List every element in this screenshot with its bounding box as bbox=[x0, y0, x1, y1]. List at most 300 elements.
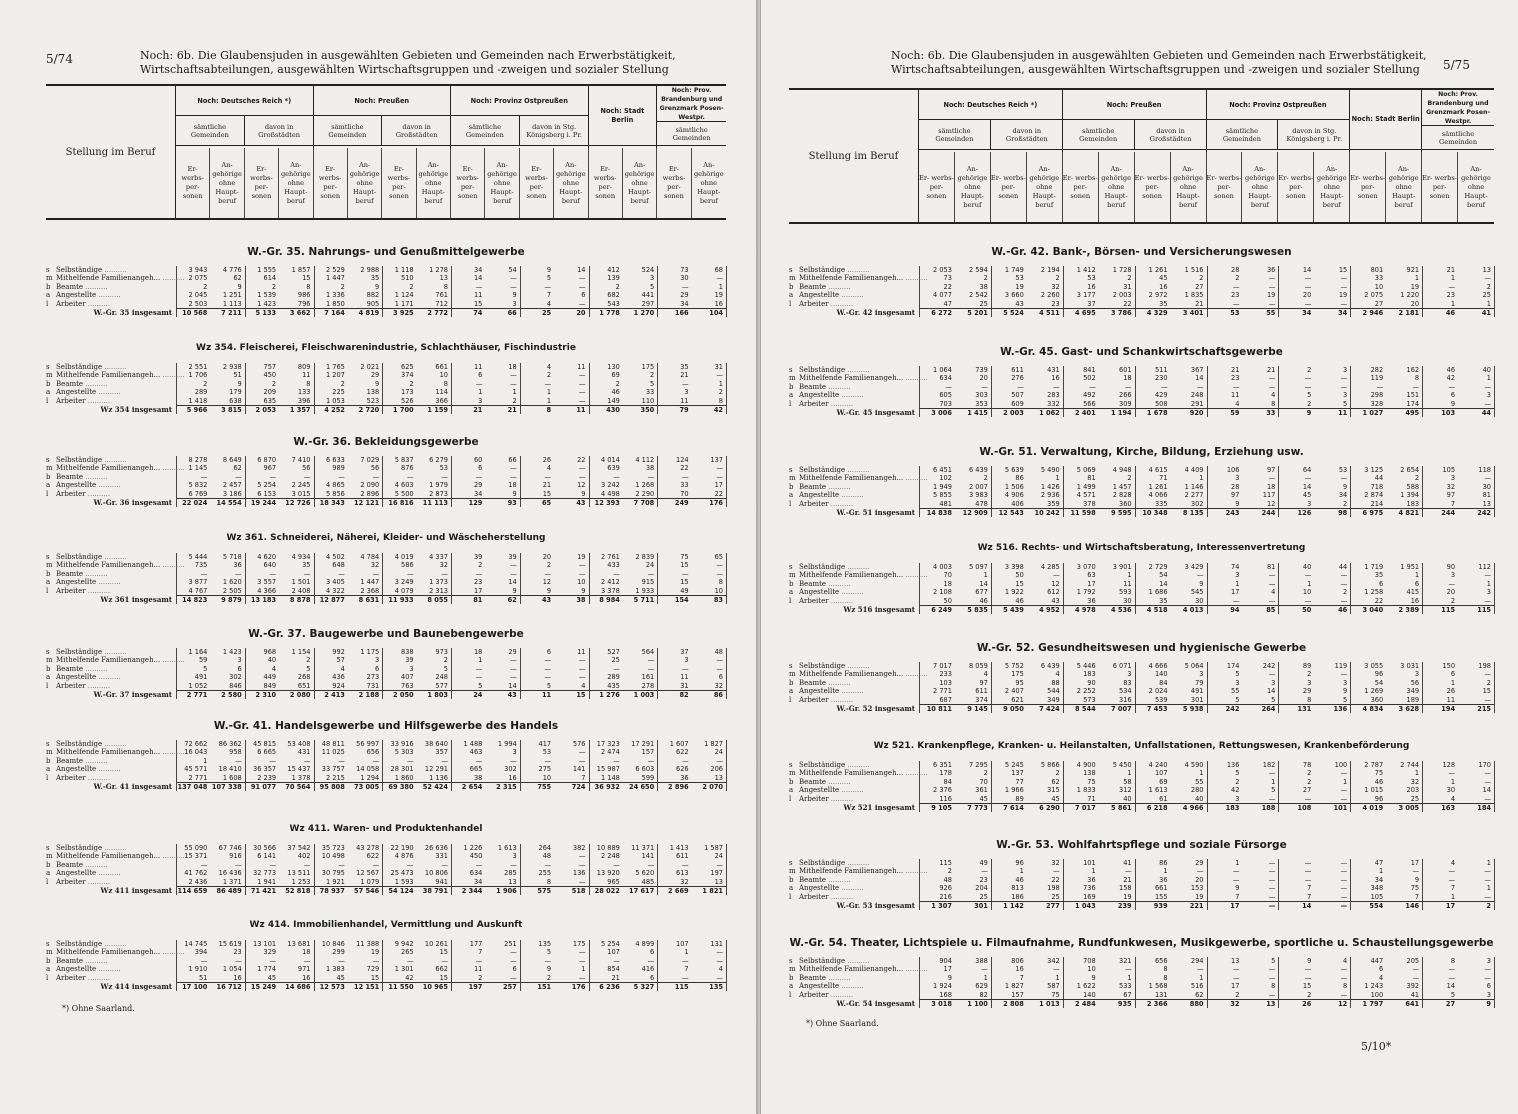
table-cell: 89 bbox=[1302, 662, 1312, 670]
row-text: Beamte bbox=[799, 875, 827, 884]
table-cell: 1 749 bbox=[1004, 266, 1024, 274]
table-cell: 342 bbox=[1047, 957, 1060, 965]
table-cell: 289 bbox=[194, 388, 208, 397]
table-cell: — bbox=[1017, 382, 1024, 391]
table-cell: 7 bbox=[478, 948, 483, 957]
table-cell: 841 bbox=[1083, 366, 1096, 374]
table-cell: 6 236 bbox=[599, 983, 620, 991]
table-cell: 924 bbox=[332, 681, 345, 690]
table-cell: 33 bbox=[1266, 409, 1276, 417]
table-cell: — bbox=[1484, 571, 1491, 580]
table-cell: 2 003 bbox=[1112, 291, 1132, 300]
table-cell: 1 bbox=[1235, 859, 1240, 867]
table-cell: 67 bbox=[1123, 990, 1132, 999]
table-cell: — bbox=[407, 860, 414, 869]
table-cell: 17 bbox=[714, 481, 723, 490]
table-cell: 110 bbox=[641, 396, 655, 405]
row-label bbox=[789, 786, 919, 794]
table-cell: — bbox=[682, 860, 689, 869]
table-cell: — bbox=[682, 379, 689, 388]
table-cell: 1 613 bbox=[1148, 786, 1168, 795]
row-letter: a bbox=[46, 481, 51, 490]
table-cell: — bbox=[1484, 794, 1491, 803]
table-cell: 140 bbox=[1083, 990, 1096, 999]
table-cell: 5 133 bbox=[255, 309, 277, 317]
table-cell: 23 bbox=[1446, 291, 1456, 300]
table-cell: 23 bbox=[1051, 299, 1060, 308]
table-cell: 10 242 bbox=[1034, 509, 1060, 517]
table-cell: 10 498 bbox=[321, 852, 345, 861]
table-cell: 1 bbox=[1450, 678, 1456, 687]
table-cell: 1 bbox=[1450, 274, 1456, 283]
table-cell: — bbox=[475, 379, 483, 388]
table-cell: — bbox=[441, 756, 448, 765]
row-letter: b bbox=[789, 382, 794, 391]
table-cell: 9 bbox=[1306, 409, 1312, 417]
row-label bbox=[789, 769, 928, 778]
table-cell: 1 383 bbox=[325, 965, 345, 974]
total-label: W.-Gr. 37 insgesamt bbox=[93, 690, 172, 699]
table-cell: 21 bbox=[1446, 266, 1456, 274]
table-cell: 763 bbox=[401, 681, 414, 690]
row-letter: b bbox=[46, 379, 51, 388]
table-cell: 9 145 bbox=[967, 705, 988, 713]
table-cell: 3 398 bbox=[1004, 563, 1024, 571]
leader-dots: .......... bbox=[102, 844, 127, 852]
table-cell: 4 240 bbox=[1148, 761, 1168, 769]
table-cell: — bbox=[407, 472, 414, 481]
table-cell: 25 bbox=[979, 299, 988, 308]
table-cell: — bbox=[1484, 867, 1491, 876]
table-cell: 70 bbox=[943, 571, 952, 580]
row-label bbox=[46, 561, 185, 570]
table-cell: 19 bbox=[1195, 892, 1204, 901]
table-row bbox=[789, 761, 1494, 769]
table-cell: 1 488 bbox=[463, 740, 483, 748]
table-row bbox=[46, 774, 726, 782]
table-cell: 18 bbox=[302, 948, 311, 957]
table-row bbox=[789, 670, 1494, 678]
table-cell: 5 245 bbox=[1004, 761, 1024, 769]
table-row bbox=[46, 869, 726, 877]
table-cell: 573 bbox=[1083, 695, 1096, 704]
table-cell: 82 bbox=[979, 990, 988, 999]
table-cell: 4 bbox=[1271, 391, 1276, 400]
table-cell: 60 bbox=[473, 456, 483, 464]
table-cell: 12 393 bbox=[594, 499, 620, 507]
leader-dots: .......... bbox=[828, 695, 854, 704]
table-cell: 33 916 bbox=[390, 740, 414, 748]
table-cell: 1 447 bbox=[360, 578, 380, 587]
table-cell: 35 bbox=[1374, 571, 1384, 580]
table-cell: 544 bbox=[1047, 687, 1060, 696]
table-cell: 63 bbox=[1087, 571, 1096, 580]
table-cell: 543 bbox=[607, 299, 620, 308]
table-cell: 1 027 bbox=[1362, 409, 1384, 417]
table-cell: — bbox=[1484, 875, 1491, 884]
table-cell: — bbox=[578, 756, 586, 765]
table-cell: — bbox=[510, 948, 517, 957]
table-cell: 141 bbox=[641, 852, 655, 861]
leader-dots: .......... bbox=[826, 875, 851, 884]
col-dependents: An- gehörige ohne Haupt- beruf bbox=[1386, 152, 1422, 222]
table-cell: — bbox=[578, 472, 586, 481]
page-title: Noch: 6b. Die Glaubensjuden in ausgewählten Gebieten und Gemeinden nach Erwerbstätigkeit, Wirtschaftsabteilungen, ausgewählten Wirtschaftsgruppen und -zweigen und sozialer Stellung bbox=[891, 49, 1427, 76]
row-text: Beamte bbox=[56, 282, 84, 291]
table-cell: 242 bbox=[1262, 662, 1276, 670]
table-cell: 22 bbox=[1123, 299, 1132, 308]
table-cell: 2 873 bbox=[429, 489, 448, 498]
leader-dots: .......... bbox=[102, 266, 127, 274]
table-cell: 45 815 bbox=[253, 740, 277, 748]
table-cell: 2 bbox=[1235, 777, 1240, 786]
table-cell: — bbox=[544, 379, 552, 388]
row-letter: m bbox=[46, 948, 53, 957]
table-cell: 4 066 bbox=[1148, 491, 1168, 500]
row-label bbox=[46, 397, 176, 405]
table-cell: 27 bbox=[1374, 299, 1384, 308]
table-cell: 1 bbox=[478, 656, 483, 665]
table-cell: 1 003 bbox=[633, 691, 655, 699]
table-cell: — bbox=[1412, 867, 1420, 876]
table-cell: 809 bbox=[297, 363, 311, 371]
row-label bbox=[789, 588, 919, 596]
row-letter: s bbox=[46, 266, 50, 274]
table-cell: 3 901 bbox=[1112, 563, 1132, 571]
table-cell: — bbox=[1053, 382, 1060, 391]
table-cell: 52 424 bbox=[422, 783, 448, 791]
table-cell: 90 bbox=[1087, 678, 1096, 687]
table-cell: 9 bbox=[1486, 1000, 1491, 1008]
table-cell: 9 bbox=[375, 282, 380, 291]
table-cell: — bbox=[613, 569, 620, 578]
table-cell: 100 bbox=[1370, 990, 1384, 999]
row-letter: l bbox=[789, 990, 792, 999]
table-cell: 12 909 bbox=[962, 509, 988, 517]
leader-dots: .......... bbox=[828, 990, 854, 999]
table-cell: 131 bbox=[710, 940, 723, 948]
table-cell: 2 108 bbox=[933, 588, 952, 597]
table-cell: 86 bbox=[1159, 859, 1168, 867]
table-cell: 73 bbox=[943, 274, 952, 283]
table-cell: 1 622 bbox=[1076, 982, 1096, 991]
table-cell: 14 bbox=[1482, 786, 1491, 795]
table-cell: 2 474 bbox=[600, 748, 620, 757]
table-cell: 13 bbox=[1482, 266, 1491, 274]
table-cell: 1 418 bbox=[188, 396, 208, 405]
table-cell: 478 bbox=[975, 499, 988, 508]
table-cell: — bbox=[1268, 973, 1276, 982]
table-cell: — bbox=[544, 656, 552, 665]
table-cell: 9 bbox=[947, 973, 952, 982]
row-text: Beamte bbox=[799, 973, 827, 982]
table-cell: 353 bbox=[975, 399, 988, 408]
table-cell: 1 373 bbox=[429, 578, 448, 587]
table-cell: 48 bbox=[943, 875, 952, 884]
table-cell: 97 bbox=[1446, 491, 1456, 500]
table-row bbox=[46, 456, 726, 464]
table-cell: 299 bbox=[332, 948, 345, 957]
table-cell: 34 bbox=[473, 877, 483, 886]
table-cell: — bbox=[647, 472, 655, 481]
table-cell: 4 bbox=[1055, 670, 1060, 679]
table-cell: 5 832 bbox=[188, 481, 208, 490]
leader-dots: .......... bbox=[826, 579, 851, 588]
table-cell: 5 201 bbox=[967, 309, 988, 317]
table-section bbox=[789, 937, 1494, 1017]
table-section bbox=[789, 543, 1494, 623]
table-cell: 138 bbox=[366, 388, 380, 397]
table-cell: — bbox=[1125, 382, 1132, 391]
table-cell: 431 bbox=[1047, 366, 1060, 374]
table-cell: 169 bbox=[1083, 892, 1096, 901]
table-cell: 56 bbox=[370, 464, 380, 473]
table-cell: 1 bbox=[478, 388, 483, 397]
row-letter: m bbox=[46, 274, 53, 283]
table-cell: 62 bbox=[233, 274, 242, 283]
table-cell: 634 bbox=[939, 374, 952, 383]
row-label bbox=[46, 748, 185, 757]
leader-dots: .......... bbox=[83, 472, 108, 481]
table-cell: 103 bbox=[939, 678, 952, 687]
row-letter: a bbox=[46, 388, 51, 397]
table-cell: 1 307 bbox=[931, 902, 952, 910]
table-cell: 3 bbox=[237, 656, 242, 665]
table-cell: 3 925 bbox=[392, 309, 414, 317]
table-cell: 33 bbox=[645, 388, 655, 397]
table-cell: 39 bbox=[508, 553, 517, 561]
table-cell: 37 bbox=[1087, 299, 1096, 308]
table-cell: 4 865 bbox=[325, 481, 345, 490]
table-cell: — bbox=[578, 561, 586, 570]
total-rule bbox=[919, 308, 1494, 309]
leader-dots: .......... bbox=[845, 859, 870, 867]
table-cell: 18 bbox=[943, 579, 952, 588]
table-row bbox=[789, 274, 1494, 282]
section-rows bbox=[46, 740, 726, 792]
table-cell: 151 bbox=[1406, 391, 1420, 400]
table-cell: 554 bbox=[1369, 902, 1384, 910]
table-cell: 78 937 bbox=[319, 887, 345, 895]
table-cell: — bbox=[1053, 965, 1060, 974]
table-cell: 136 bbox=[1226, 761, 1240, 769]
table-cell: 1 bbox=[1199, 973, 1204, 982]
table-cell: 332 bbox=[1047, 399, 1060, 408]
table-cell: 233 bbox=[939, 670, 952, 679]
table-cell: 5 bbox=[1271, 957, 1276, 965]
row-text: Mithelfende Familienangeh... bbox=[56, 748, 161, 757]
table-cell: 131 bbox=[1297, 705, 1312, 713]
table-cell: 102 bbox=[939, 474, 952, 483]
table-cell: 198 bbox=[1478, 662, 1491, 670]
table-cell: — bbox=[1340, 282, 1348, 291]
table-cell: 29 bbox=[473, 481, 483, 490]
table-cell: — bbox=[475, 673, 483, 682]
table-cell: 588 bbox=[1406, 482, 1420, 491]
table-cell: 1 568 bbox=[1148, 982, 1168, 991]
table-row bbox=[789, 859, 1494, 867]
row-label bbox=[789, 580, 919, 588]
table-cell: — bbox=[578, 274, 586, 283]
table-cell: 926 bbox=[939, 884, 952, 893]
table-cell: 9 bbox=[1199, 579, 1204, 588]
table-cell: 24 650 bbox=[629, 783, 655, 791]
table-cell: 495 bbox=[1405, 409, 1420, 417]
table-cell: 6 bbox=[1378, 579, 1384, 588]
table-cell: 15 bbox=[473, 299, 483, 308]
table-cell: — bbox=[372, 569, 380, 578]
table-cell: 507 bbox=[1011, 391, 1024, 400]
subgroup-cities: davon in Großstädten bbox=[245, 116, 314, 146]
table-cell: 2 bbox=[203, 282, 208, 291]
table-cell: — bbox=[578, 673, 586, 682]
table-cell: 9 bbox=[581, 586, 586, 595]
table-cell: 28 301 bbox=[390, 765, 414, 774]
row-text: Beamte bbox=[56, 379, 84, 388]
total-rule bbox=[919, 704, 1494, 705]
table-cell: 2 070 bbox=[702, 783, 723, 791]
row-letter: s bbox=[789, 366, 793, 374]
table-row bbox=[46, 673, 726, 681]
table-cell: 4 bbox=[1450, 794, 1456, 803]
table-cell: — bbox=[1232, 875, 1240, 884]
row-text: Selbständige bbox=[799, 957, 846, 965]
table-cell: 1 bbox=[1055, 474, 1060, 483]
row-text: Selbständige bbox=[799, 761, 846, 769]
table-cell: 1 833 bbox=[1076, 786, 1096, 795]
table-cell: — bbox=[1268, 374, 1276, 383]
total-row bbox=[46, 596, 726, 604]
row-letter: l bbox=[46, 681, 49, 690]
table-cell: — bbox=[510, 274, 517, 283]
row-label bbox=[789, 696, 919, 704]
table-cell: 4 834 bbox=[1362, 705, 1384, 713]
table-cell: 2 bbox=[1486, 678, 1491, 687]
table-cell: 2 239 bbox=[257, 773, 277, 782]
row-label bbox=[46, 691, 176, 699]
table-cell: 12 151 bbox=[354, 983, 380, 991]
table-cell: 14 823 bbox=[182, 596, 208, 604]
table-cell: 5 bbox=[478, 681, 483, 690]
table-cell: 4 bbox=[1343, 957, 1348, 965]
table-cell: — bbox=[716, 274, 723, 283]
table-cell: 11 933 bbox=[388, 596, 414, 604]
table-cell: — bbox=[1304, 382, 1312, 391]
col-dependents: An- gehörige ohne Haupt- beruf bbox=[1461, 164, 1491, 209]
table-cell: 69 bbox=[1159, 777, 1168, 786]
table-section bbox=[46, 533, 726, 613]
row-letter: a bbox=[789, 786, 794, 795]
table-cell: 35 723 bbox=[321, 844, 345, 852]
table-cell: 321 bbox=[1119, 957, 1132, 965]
row-letter: l bbox=[46, 586, 49, 595]
posen-sub: sämtliche Gemeinden bbox=[1422, 126, 1494, 150]
table-cell: 3 186 bbox=[222, 489, 242, 498]
footnote: *) Ohne Saarland. bbox=[806, 1019, 879, 1028]
table-cell: — bbox=[613, 756, 620, 765]
table-cell: 378 bbox=[1083, 499, 1096, 508]
table-cell: 103 bbox=[1441, 409, 1456, 417]
table-cell: 1 719 bbox=[1364, 563, 1384, 571]
table-cell: — bbox=[200, 569, 208, 578]
table-cell: — bbox=[510, 371, 517, 380]
table-cell: 107 bbox=[676, 940, 689, 948]
table-cell: 622 bbox=[366, 852, 380, 861]
total-rule bbox=[176, 498, 726, 499]
table-cell: 15 bbox=[302, 274, 311, 283]
table-cell: 2 bbox=[983, 769, 988, 778]
leader-dots: .......... bbox=[828, 596, 854, 605]
subgroup-all: sämtliche Gemeinden bbox=[314, 116, 383, 146]
table-cell: 6 bbox=[546, 648, 552, 656]
subgroup-cities: davon in Stg. Königsberg i. Pr. bbox=[520, 116, 589, 146]
region-title: Noch: Preußen bbox=[1063, 90, 1206, 120]
table-cell: 407 bbox=[401, 673, 414, 682]
table-row bbox=[789, 474, 1494, 482]
table-cell: — bbox=[1304, 571, 1312, 580]
row-letter: b bbox=[46, 860, 51, 869]
row-letter: a bbox=[789, 884, 794, 893]
table-cell: 433 bbox=[607, 561, 620, 570]
table-cell: — bbox=[1304, 965, 1312, 974]
table-cell: 176 bbox=[571, 983, 586, 991]
table-cell: 1 bbox=[1414, 769, 1420, 778]
row-text: Arbeiter bbox=[799, 695, 829, 704]
table-cell: 19 bbox=[1410, 282, 1420, 291]
total-row bbox=[789, 1000, 1494, 1008]
table-cell: 599 bbox=[641, 773, 655, 782]
table-cell: 1 276 bbox=[599, 691, 620, 699]
table-section bbox=[46, 246, 726, 326]
table-cell: 5 bbox=[306, 664, 311, 673]
table-cell: 157 bbox=[641, 748, 655, 757]
table-cell: 1 bbox=[1127, 973, 1132, 982]
table-cell: 48 bbox=[714, 648, 723, 656]
table-cell: — bbox=[1268, 902, 1276, 910]
table-cell: — bbox=[441, 956, 448, 965]
table-cell: 68 bbox=[714, 266, 723, 274]
table-cell: 9 bbox=[1343, 687, 1348, 696]
table-cell: 244 bbox=[1441, 509, 1456, 517]
table-cell: 15 bbox=[439, 948, 448, 957]
row-label bbox=[46, 682, 176, 690]
table-cell: 55 bbox=[1231, 687, 1240, 696]
table-row bbox=[46, 748, 726, 756]
region-title: Noch: Provinz Ostpreußen bbox=[1207, 90, 1350, 120]
row-text: Angestellte bbox=[799, 786, 840, 795]
table-cell: 9 bbox=[546, 965, 552, 974]
row-text: Arbeiter bbox=[56, 586, 86, 595]
col-dependents: An- gehörige ohne Haupt- beruf bbox=[955, 152, 991, 222]
table-cell: 724 bbox=[571, 783, 586, 791]
table-cell: 34 bbox=[1338, 309, 1348, 317]
table-cell: 524 bbox=[641, 266, 655, 274]
table-cell: 84 bbox=[1159, 678, 1168, 687]
total-row bbox=[789, 606, 1494, 614]
table-cell: 915 bbox=[641, 578, 655, 587]
table-cell: 8 984 bbox=[599, 596, 620, 604]
table-cell: 2 053 bbox=[255, 406, 277, 414]
table-cell: 2 896 bbox=[360, 489, 380, 498]
table-cell: 59 bbox=[198, 656, 208, 665]
table-cell: — bbox=[1268, 769, 1276, 778]
table-cell: 45 bbox=[336, 973, 345, 982]
table-cell: 1 146 bbox=[1184, 482, 1204, 491]
table-cell: 194 bbox=[1441, 705, 1456, 713]
table-cell: 806 bbox=[1011, 957, 1024, 965]
section-rows bbox=[789, 662, 1494, 714]
table-cell: 251 bbox=[504, 940, 517, 948]
